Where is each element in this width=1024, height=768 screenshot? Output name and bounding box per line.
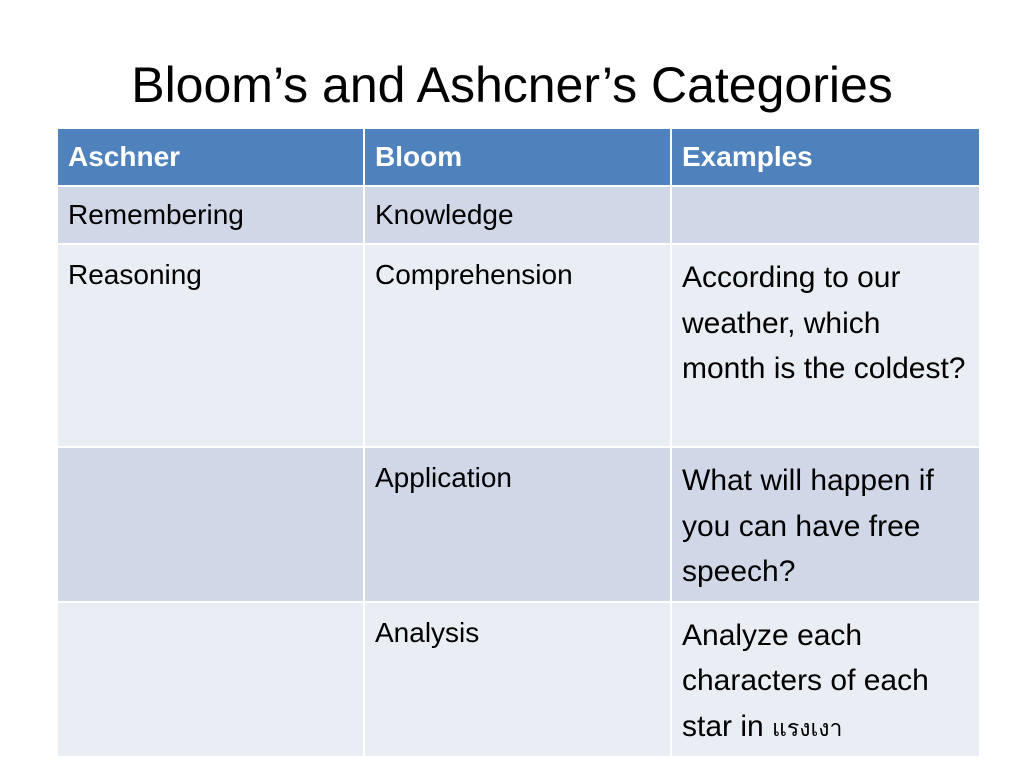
example-text: According to our weather, which month is the coldest? bbox=[682, 261, 966, 386]
categories-table bbox=[56, 127, 981, 758]
bloom-cell: Comprehension bbox=[364, 244, 671, 447]
table-row bbox=[57, 602, 980, 757]
bloom-cell: Knowledge bbox=[364, 186, 671, 244]
example-cell bbox=[671, 447, 980, 602]
aschner-cell bbox=[57, 602, 364, 757]
example-cell bbox=[671, 244, 980, 447]
aschner-cell: Reasoning bbox=[57, 244, 364, 447]
slide-title: Bloom’s and Ashcner’s Categories bbox=[131, 57, 893, 113]
example-thai-term: แรงเงา bbox=[772, 714, 843, 741]
table-header-row bbox=[57, 128, 980, 186]
header-examples: Examples bbox=[671, 128, 980, 186]
table-row bbox=[57, 447, 980, 602]
bloom-cell: Analysis bbox=[364, 602, 671, 757]
header-aschner: Aschner bbox=[57, 128, 364, 186]
table-row bbox=[57, 186, 980, 244]
bloom-cell: Application bbox=[364, 447, 671, 602]
aschner-cell bbox=[57, 447, 364, 602]
example-cell bbox=[671, 602, 980, 757]
example-cell bbox=[671, 186, 980, 244]
header-bloom: Bloom bbox=[364, 128, 671, 186]
aschner-cell: Remembering bbox=[57, 186, 364, 244]
table-row bbox=[57, 244, 980, 447]
example-text: Analyze each characters of each star in bbox=[682, 618, 929, 743]
example-text: What will happen if you can have free speech? bbox=[682, 464, 934, 589]
